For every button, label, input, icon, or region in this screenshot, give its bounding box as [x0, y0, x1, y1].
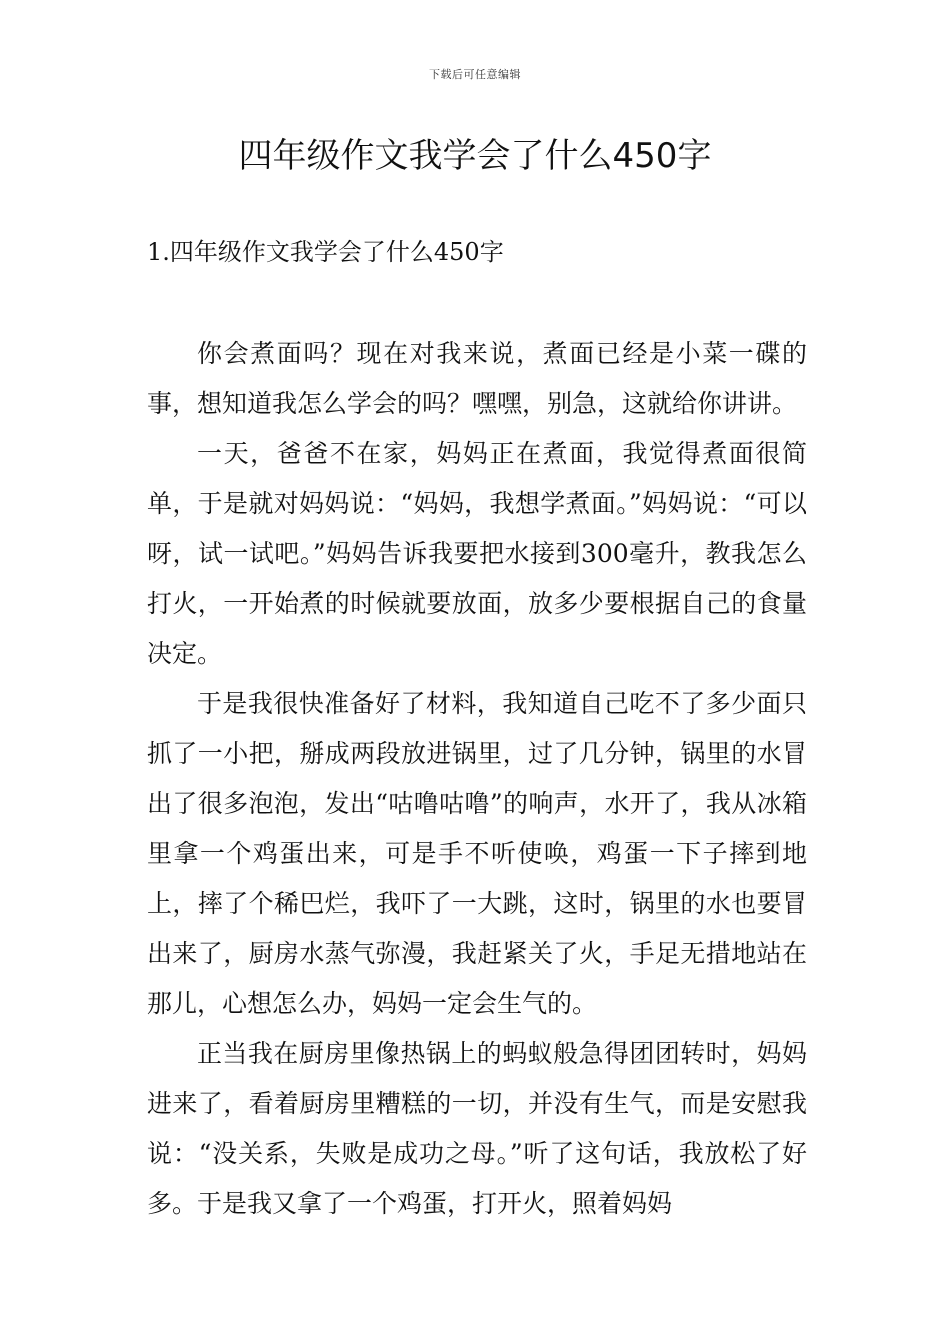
paragraph: 你会煮面吗？现在对我来说，煮面已经是小菜一碟的事，想知道我怎么学会的吗？嘿嘿，别急，这就给你讲讲。 [147, 339, 807, 418]
header-note: 下载后可任意编辑 [429, 68, 521, 81]
paragraph: 一天，爸爸不在家，妈妈正在煮面，我觉得煮面很简单，于是就对妈妈说：“妈妈，我想学煮面。”妈妈说：“可以呀，试一试吧。”妈妈告诉我要把水接到300毫升，教我怎么打火，一开始煮的时候就要放面，放多少要根据自己的食量决定。 [147, 439, 807, 668]
paragraph: 于是我很快准备好了材料，我知道自己吃不了多少面只抓了一小把，掰成两段放进锅里，过了几分钟，锅里的水冒出了很多泡泡，发出“咕噜咕噜”的响声，水开了，我从冰箱里拿一个鸡蛋出来，可是手不听使唤，鸡蛋一下子摔到地上，摔了个稀巴烂，我吓了一大跳，这时，锅里的水也要冒出来了，厨房水蒸气弥漫，我赶紧关了火，手足无措地站在那儿，心想怎么办，妈妈一定会生气的。 [147, 689, 807, 1018]
paragraph: 正当我在厨房里像热锅上的蚂蚁般急得团团转时，妈妈进来了，看着厨房里糟糕的一切，并没有生气，而是安慰我说：“没关系，失败是成功之母。”听了这句话，我放松了好多。于是我又拿了一个鸡蛋，打开火，照着妈妈 [147, 1039, 807, 1218]
section-heading: 1.四年级作文我学会了什么450字 [147, 238, 504, 266]
page-title: 四年级作文我学会了什么450字 [238, 136, 712, 176]
essay-body [147, 329, 807, 1229]
